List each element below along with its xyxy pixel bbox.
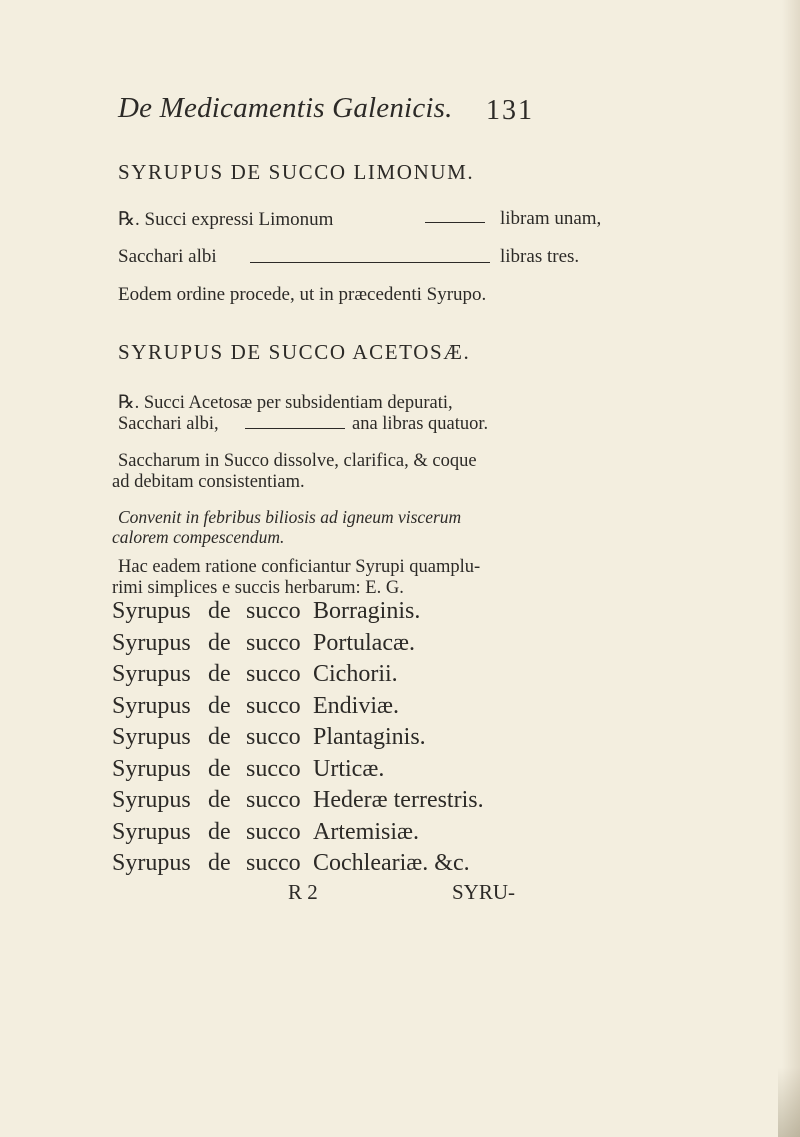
list-item: Syrupus de succo Hederæ terrestris.: [112, 787, 484, 813]
list-item: Syrupus de succo Endiviæ.: [112, 692, 400, 719]
list-item: Syrupus de succo Borraginis.: [112, 598, 421, 624]
list-item: Syrupus de succo Artemisiæ.: [112, 818, 419, 845]
page-edge-shadow: [782, 0, 800, 1137]
recipe-line-text: ℞. Succi Acetosæ per subsidentiam depurati,: [118, 393, 453, 413]
signature-mark: R 2: [288, 880, 318, 904]
leader-dash: [250, 262, 490, 263]
recipe-line: [118, 208, 333, 231]
recipe-line-text: Sacchari albi: [118, 246, 217, 267]
instruction-text: rimi simplices e succis herbarum: E. G.: [112, 578, 404, 598]
section-heading-limonum: SYRUPUS DE SUCCO LIMONUM.: [118, 160, 475, 184]
list-item: Syrupus de succo Portulacæ.: [112, 629, 415, 656]
instruction-text: Saccharum in Succo dissolve, clarifica, & coque: [118, 451, 477, 471]
leader-dash: [245, 428, 345, 429]
list-item: Syrupus de succo Cochleariæ. &c.: [112, 850, 470, 876]
page-corner-stain: [778, 1067, 800, 1137]
instruction-text: Eodem ordine procede, ut in præcedenti Syrupo.: [118, 284, 487, 305]
recipe-line-quantity: ana libras quatuor.: [352, 414, 489, 434]
recipe-line-text: Sacchari albi,: [118, 414, 219, 434]
syrup-list: [112, 596, 484, 880]
catchword: SYRU-: [452, 880, 516, 904]
list-item: Syrupus de succo Cichorii.: [112, 661, 398, 687]
usage-note: calorem compescendum.: [112, 527, 285, 547]
recipe-line-text: ℞. Succi expressi Limonum: [118, 209, 334, 230]
instruction-text: Hac eadem ratione conficiantur Syrupi quamplu-: [118, 557, 481, 577]
list-item: Syrupus de succo Plantaginis.: [112, 724, 426, 750]
instruction-text: ad debitam consistentiam.: [112, 472, 305, 492]
leader-dash: [425, 222, 485, 223]
usage-note: Convenit in febribus biliosis ad igneum viscerum: [118, 507, 462, 527]
recipe-line-quantity: libram unam,: [500, 208, 602, 229]
page-number: 131: [486, 95, 534, 126]
list-item: Syrupus de succo Urticæ.: [112, 755, 385, 782]
running-head-title: De Medicamentis Galenicis.: [118, 92, 453, 124]
recipe-line-quantity: libras tres.: [500, 246, 580, 267]
section-heading-acetosae: SYRUPUS DE SUCCO ACETOSÆ.: [118, 340, 471, 364]
